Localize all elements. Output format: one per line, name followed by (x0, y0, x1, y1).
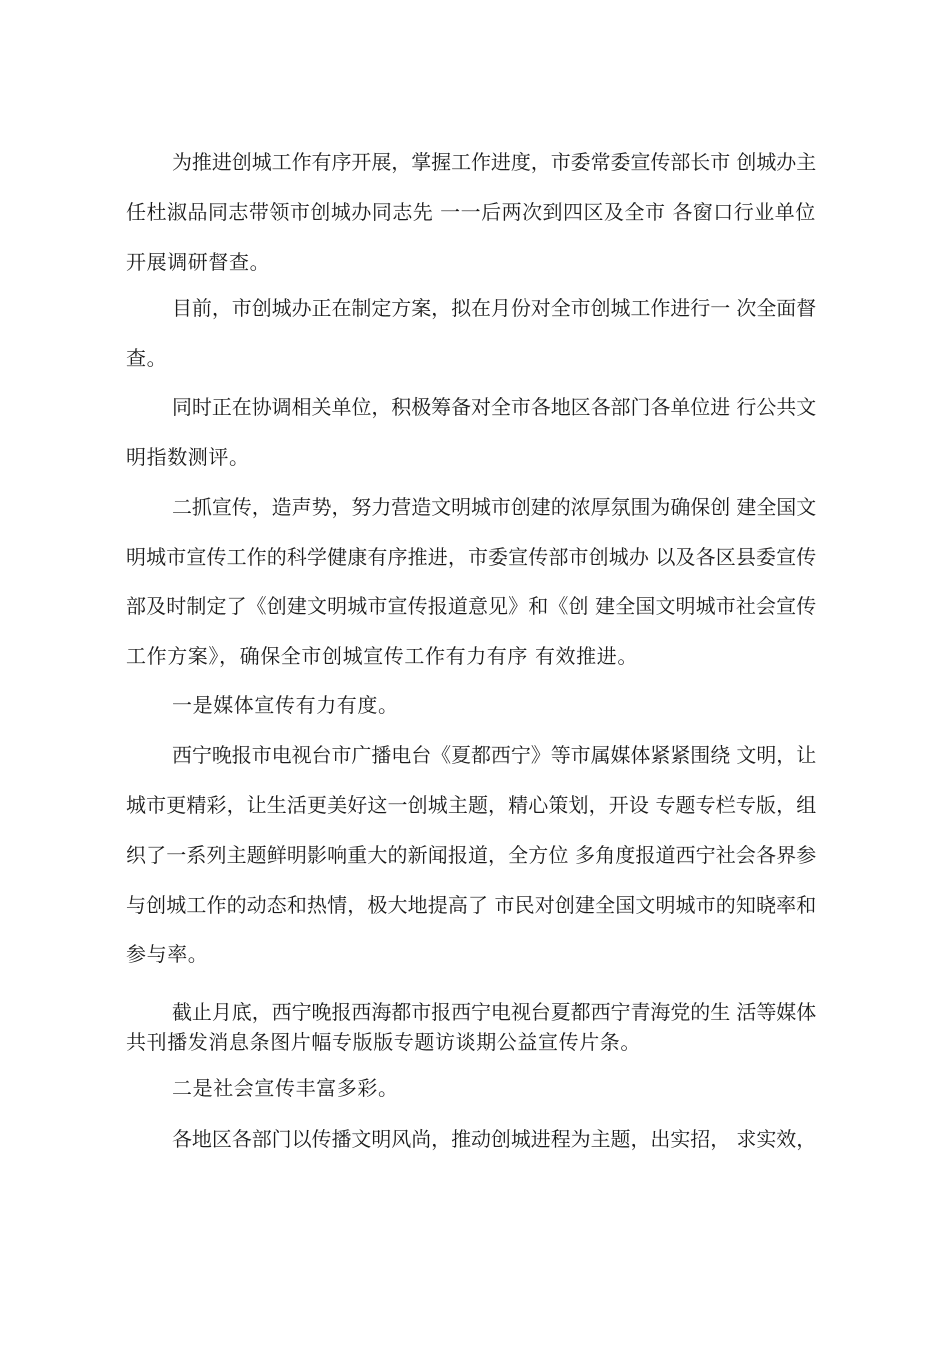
paragraph-1-line-2: 任杜淑品同志带领市创城办同志先 一一后两次到四区及全市 各窗口行业单位 (126, 200, 816, 224)
paragraph-1-line-1: 为推进创城工作有序开展，掌握工作进度，市委常委宣传部长市 创城办主 (172, 150, 817, 174)
paragraph-7-line-1: 截止月底，西宁晚报西海都市报西宁电视台夏都西宁青海党的生 活等媒体 (172, 1000, 817, 1024)
paragraph-8-line-1: 二是社会宣传丰富多彩。 (172, 1076, 399, 1100)
paragraph-9-line-1: 各地区各部门以传播文明风尚，推动创城进程为主题，出实招， 求实效， (172, 1127, 817, 1151)
paragraph-3-line-1: 同时正在协调相关单位，积极筹备对全市各地区各部门各单位进 行公共文 (172, 395, 817, 419)
paragraph-2-line-2: 查。 (126, 346, 168, 370)
paragraph-4-line-1: 二抓宣传，造声势，努力营造文明城市创建的浓厚氛围为确保创 建全国文 (172, 495, 817, 519)
paragraph-7-line-2: 共刊播发消息条图片幅专版版专题访谈期公益宣传片条。 (126, 1030, 641, 1054)
paragraph-6-line-2: 城市更精彩，让生活更美好这一创城主题，精心策划，开设 专题专栏专版，组 (126, 793, 817, 817)
paragraph-3-line-2: 明指数测评。 (126, 445, 250, 469)
paragraph-2-line-1: 目前，市创城办正在制定方案，拟在月份对全市创城工作进行一 次全面督 (172, 296, 817, 320)
paragraph-1-line-3: 开展调研督查。 (126, 250, 271, 274)
paragraph-5-line-1: 一是媒体宣传有力有度。 (172, 693, 399, 717)
paragraph-6-line-5: 参与率。 (126, 942, 209, 966)
paragraph-4-line-3: 部及时制定了《创建文明城市宣传报道意见》和《创 建全国文明城市社会宣传 (126, 594, 817, 618)
paragraph-6-line-4: 与创城工作的动态和热情，极大地提高了 市民对创建全国文明城市的知晓率和 (126, 893, 817, 917)
paragraph-4-line-4: 工作方案》，确保全市创城宣传工作有力有序 有效推进。 (126, 644, 638, 668)
paragraph-6-line-1: 西宁晚报市电视台市广播电台《夏都西宁》等市属媒体紧紧围绕 文明，让 (172, 743, 817, 767)
paragraph-6-line-3: 织了一系列主题鲜明影响重大的新闻报道，全方位 多角度报道西宁社会各界参 (126, 843, 817, 867)
paragraph-4-line-2: 明城市宣传工作的科学健康有序推进，市委宣传部市创城办 以及各区县委宣传 (126, 545, 817, 569)
